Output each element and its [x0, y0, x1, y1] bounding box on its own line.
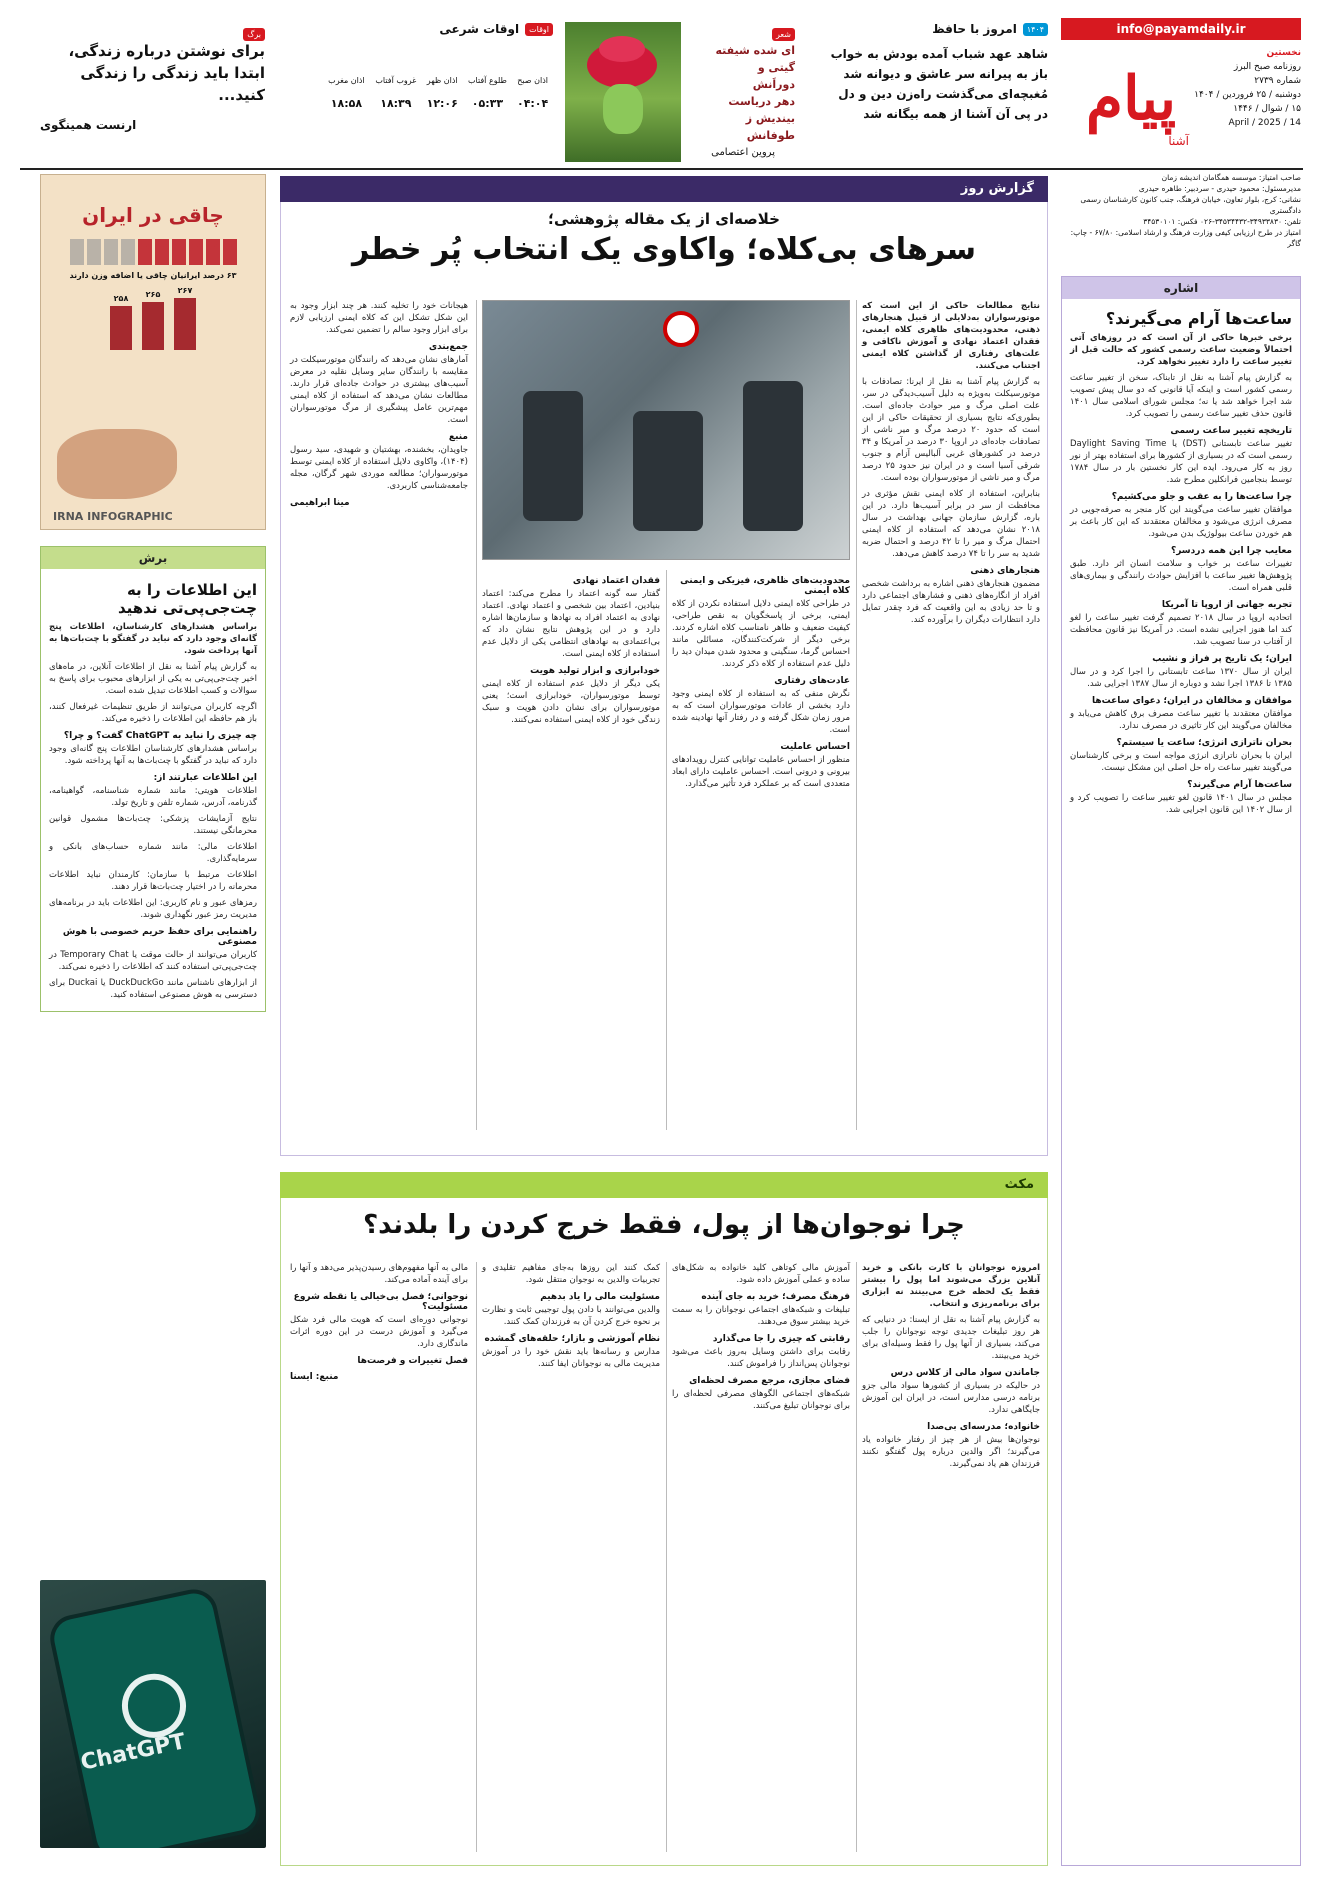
gozaresh-subhead: هنجارهای ذهنی: [970, 566, 1040, 576]
infographic-bars: [41, 286, 265, 350]
gozaresh-paragraph: گفتار سه گونه اعتماد را مطرح می‌کند: اعتماد بنیادین، اعتماد بین شخصی و اعتماد نهادی. اعتماد نهادی به اعتماد افراد به نهادها و سازمان‌ها اشاره دارد و در این پژوهش نتایج نشان داد که بی‌اعتمادی به نهادهای انتظامی یکی از دلایل عدم استفاده از کلاه ایمنی است.: [482, 589, 660, 659]
paper-description: روزنامه صبح البرز: [1233, 62, 1301, 72]
maksh-paragraph: مدارس و رسانه‌ها باید نقش خود را در آموزش مدیریت مالی به نوجوانان ایفا کنند.: [482, 1347, 660, 1369]
motorcycle-riders-photo: [482, 300, 850, 560]
gozaresh-col-4: [290, 300, 468, 508]
maksh-subhead: جاماندن سواد مالی از کلاس درس: [890, 1368, 1040, 1378]
prayer-badge: اوقات: [525, 23, 553, 36]
eshareh-paragraph: موافقان تغییر ساعت می‌گویند این کار منجر به صرفه‌جویی در مصرف انرژی می‌شود و مخالفان معتقدند که این کار باعث بر هم خوردن ساعت بیولوژیک بدن می‌شود.: [1070, 505, 1292, 539]
infographic-bar: ۲۵۸: [110, 306, 132, 350]
date-persian: دوشنبه / ۲۵ فروردین / ۱۴۰۴: [1194, 90, 1301, 100]
borsh-subhead: این اطلاعات عبارتند از:: [153, 773, 257, 783]
eshareh-title: ساعت‌ها آرام می‌گیرند؟: [1105, 309, 1292, 328]
prayer-times-box: [323, 22, 553, 162]
borsh-paragraph: نتایج آزمایشات پزشکی: چت‌بات‌ها مشمول قوانین محرمانگی نیستند.: [49, 814, 257, 836]
poem-box: [565, 22, 795, 162]
gozaresh-paragraph: جاویدان، بخشنده، بهشتیان و شهیدی، سید رسول (۱۴۰۴)، واکاوی دلایل استفاده از کلاه ایمنی توسط موتورسواران؛ مطالعه موردی شهر گرگان، مجله جامعه‌شناسی کاربردی.: [290, 445, 468, 491]
masthead: [1061, 18, 1301, 168]
maksh-col-2: [672, 1262, 850, 1416]
gozaresh-subhead: احساس عاملیت: [780, 742, 850, 752]
hafez-poem: [808, 44, 1048, 124]
publisher-line: امتیاز در طرح ارزیابی کیفی وزارت فرهنگ و ارشاد اسلامی: ۶۷/۸۰ - چاپ: گاگر: [1070, 228, 1301, 248]
borsh-header: برش: [41, 547, 265, 569]
eshareh-subhead: موافقان و مخالفان در ایران؛ دعوای ساعت‌ها: [1092, 696, 1292, 706]
email-link[interactable]: info@payamdaily.ir: [1061, 18, 1301, 40]
maksh-paragraph: مالی به آنها مفهوم‌های رسیدن‌پذیر می‌دهد و آنها را برای آینده آماده می‌کند.: [290, 1263, 468, 1285]
maksh-paragraph: رقابت برای داشتن وسایل به‌روز باعث می‌شود نوجوانان پس‌انداز را فراموش کنند.: [672, 1347, 850, 1369]
eshareh-paragraph: ایران با بحران ناترازی انرژی مواجه است و برخی کارشناسان می‌گویند تغییر ساعت راه حل اصلی این مشکل نیست.: [1070, 751, 1292, 773]
borsh-paragraph: اطلاعات مالی: مانند شماره حساب‌های بانکی و سرمایه‌گذاری.: [49, 842, 257, 864]
gozaresh-paragraph: هیجانات خود را تخلیه کنند. هر چند ابزار وجود به این شکل تشکل این که کلاه ایمنی ارزیابی لازم برای ابزار وجود سالم را تضمین نمی‌کند.: [290, 301, 468, 335]
issue-info: [1191, 46, 1301, 130]
gozaresh-headline: سرهای بی‌کلاه؛ واکاوی یک انتخاب پُر خطر: [352, 232, 976, 267]
publisher-info: [1061, 172, 1301, 249]
hafez-badge: ۱۴۰۴: [1023, 23, 1048, 36]
date-english: 14 / April / 2025: [1228, 118, 1301, 128]
maksh-paragraph: به گزارش پیام آشنا به نقل از ایسنا: در دنیایی که هر روز تبلیغات جدیدی توجه نوجوانان را جلب می‌کند، بسیاری از آنها پول را فقط وسیله‌ای برای خرید می‌بینند.: [862, 1315, 1040, 1361]
gozaresh-lead: نتایج مطالعات حاکی از این است که موتورسواران به‌دلایلی از قبیل هنجارهای ذهنی، محدودیت‌های ظاهری کلاه ایمنی، فقدان اعتماد نهادی و آموزش ناکافی و علت‌های رفتاری از گذاشتن کلاه ایمنی اجتناب می‌کنند.: [862, 301, 1040, 371]
poem-badge: شعر: [772, 28, 795, 41]
person-icon: [223, 239, 237, 265]
column-divider: [476, 1262, 477, 1852]
gozaresh-col-3: [482, 570, 660, 730]
prayer-time: ۱۸:۳۹: [380, 97, 412, 110]
poem-text: [687, 42, 795, 144]
maksh-paragraph: تبلیغات و شبکه‌های اجتماعی نوجوانان را به سمت خرید بیشتر سوق می‌دهند.: [672, 1305, 850, 1327]
maksh-paragraph: در حالیکه در بسیاری از کشورها سواد مالی جزو برنامه درسی مدارس است، در ایران این آموزش جایگاهی ندارد.: [862, 1381, 1040, 1415]
person-icon: [104, 239, 118, 265]
logo-subtitle: آشنا: [1168, 134, 1189, 148]
gozaresh-subhead: محدودیت‌های ظاهری، فیزیکی و ایمنی کلاه ایمنی: [680, 576, 850, 596]
borsh-column: [40, 546, 266, 1012]
gozaresh-paragraph: به گزارش پیام آشنا به نقل از ایرنا: تصادفات با موتورسیکلت به‌ویژه به دلیل آسیب‌دیدگی در سر، علت اصلی مرگ و میر حوادث جاده‌ای است. بطوری‌که نتایج بسیاری از تحقیقات حاکی از این است که حدود ۲۰ درصد مرگ و میر ناشی از تصادفات جاده‌ای در اروپا ۳۰ درصد در آمریکا و ۳۴ درصد در کشورهای غربی آلبالیس آزام و جنوب شرقی آسیا است و در ایران نیز حدود ۲۵ درصد مرگ و میر ناشی از موتورسواران بوده است.: [862, 377, 1041, 483]
column-divider: [856, 300, 857, 1130]
eshareh-subhead: معایب چرا این همه دردسر؟: [1170, 546, 1292, 556]
maksh-subhead: فضای مجازی، مرجع مصرف لحظه‌ای: [689, 1376, 850, 1386]
maksh-subhead: مسئولیت مالی را یاد بدهیم: [540, 1292, 660, 1302]
borsh-paragraph: از ابزارهای ناشناس مانند DuckDuckGo یا Duckai برای دسترسی به هوش مصنوعی استفاده کنید.: [49, 978, 258, 1000]
eshareh-paragraph: به گزارش پیام آشنا به نقل از تابناک، سخن از تغییر ساعت رسمی کشور است و اینکه آیا قانونی که دو سال پیش تصویب شد اجرا خواهد شد یا نه؛ مجلس شورای اسلامی سال ۱۴۰۱ قانون حذف تغییر ساعت رسمی را تصویب کرد.: [1070, 373, 1292, 419]
hafez-box: [808, 22, 1048, 162]
first-line-label: نخستین: [1266, 48, 1301, 58]
eshareh-paragraph: تغییر ساعت تابستانی (DST) یا Daylight Saving Time رسمی است که در بسیاری از کشورها برای استفاده بهتر از نور روز به کار می‌رود. ایده این کار نخستین بار در سال ۱۷۸۴ توسط بنجامین فرانکلین مطرح شد.: [1070, 439, 1292, 485]
quote: [40, 40, 265, 136]
eshareh-paragraph: مجلس در سال ۱۴۰۱ قانون لغو تغییر ساعت را تصویب کرد و از سال ۱۴۰۲ این قانون اجرایی شد.: [1070, 793, 1293, 815]
maksh-paragraph: والدین می‌توانند با دادن پول توجیبی ثابت و نظارت بر نحوه خرج کردن آن به فرزندان کمک کنند.: [482, 1305, 660, 1327]
maksh-headline: چرا نوجوان‌ها از پول، فقط خرج کردن را بلدند؟: [363, 1210, 965, 1240]
maksh-heading: [290, 1210, 1038, 1240]
maksh-paragraph: نوجوانی دوره‌ای است که هویت مالی فرد شکل می‌گیرد و آموزش درست در این دوره اثرات ماندگاری دارد.: [290, 1315, 468, 1349]
people-icons: [41, 239, 265, 265]
person-icon: [70, 239, 84, 265]
poem-line: دوراَنش: [752, 78, 795, 91]
gozaresh-paragraph: منظور از احساس عاملیت توانایی کنترل رویدادهای بیرونی و درونی است. احساس عاملیت دارای ابعاد متعددی است که بر عملکرد فرد تأثیر می‌گذارد.: [672, 755, 850, 789]
prayer-title: اوقات شرعی: [439, 22, 520, 36]
maksh-paragraph: شبکه‌های اجتماعی الگوهای مصرفی لحظه‌ای را برای نوجوانان تبلیغ می‌کنند.: [672, 1389, 850, 1411]
prayer-time: ۱۲:۰۶: [426, 97, 458, 110]
column-divider: [666, 1262, 667, 1852]
gozaresh-paragraph: بنابراین، استفاده از کلاه ایمنی نقش مؤثری در محافظت از سر در برابر آسیب‌ها دارد. در این باره، گزارش سازمان جهانی بهداشت در سال ۲۰۱۸ نشان می‌دهد که استفاده از کلاه ایمنی احتمال مرگ و میر را تا ۴۲ درصد و احتمال ضربه شدید به سر را تا ۷۴ درصد کاهش می‌دهد.: [862, 489, 1040, 559]
chatgpt-phone-image: [40, 1580, 266, 1848]
poem-line: باز به پیرانه سر عاشق و دیوانه شد: [843, 67, 1048, 81]
newspaper-logo: پیام: [1085, 64, 1177, 134]
eshareh-header: اشاره: [1062, 277, 1300, 299]
maksh-subhead: فصل تغییرات و فرصت‌ها: [357, 1356, 468, 1366]
poem-line: ای شده شیفته گیتی و: [715, 44, 795, 74]
prayer-label: اذان مغرب: [328, 76, 365, 85]
publisher-line: نشانی: کرج، بلوار تعاون، خیابان فرهنگ، جنب کانون کارشناسان رسمی دادگستری: [1080, 195, 1301, 215]
person-icon: [189, 239, 203, 265]
eshareh-paragraph: موافقان معتقدند با تغییر ساعت مصرف برق کاهش می‌یابد و مخالفان می‌گویند این کار تاثیری در مصرف ندارد.: [1070, 709, 1292, 731]
gozaresh-paragraph: نگرش منفی که به استفاده از کلاه ایمنی وجود دارد بخشی از عادات موتورسواران است که به مرور زمان شکل گرفته و در رفتار آنها نهادینه شده است.: [672, 689, 850, 735]
obesity-infographic: [40, 174, 266, 530]
quote-author: ارنست همینگوی: [40, 118, 137, 132]
maksh-col-3: [482, 1262, 660, 1374]
eshareh-lead: برخی خبرها حاکی از آن است که در روزهای آتی احتمالاً وضعیت ساعت رسمی کشور که حالت قبل از تغییر ساعت را دارد تغییر نخواهد کرد.: [1070, 333, 1292, 367]
quote-text: برای نوشتن درباره زندگی، ابتدا باید زندگی را زندگی کنید...: [68, 42, 265, 104]
borsh-paragraph: کاربران می‌توانند از حالت موقت یا Temporary Chat در چت‌جی‌پی‌تی استفاده کنند که اطلاعات را ذخیره نمی‌کند.: [49, 950, 257, 972]
maksh-subhead: نوجوانی؛ فصل بی‌خیالی یا نقطه شروع مسئولیت؟: [293, 1292, 468, 1312]
header-rule: [20, 168, 1303, 170]
iran-map: [57, 429, 177, 499]
poem-line: طوفانش: [746, 129, 795, 142]
person-icon: [138, 239, 152, 265]
gozaresh-subhead: منبع: [448, 432, 468, 442]
column-divider: [476, 300, 477, 1130]
quote-badge: برگ: [243, 28, 265, 41]
prayer-time: ۱۸:۵۸: [330, 97, 363, 110]
gozaresh-byline: مینا ابراهیمی: [290, 498, 350, 508]
borsh-paragraph: اطلاعات هویتی: مانند شماره شناسنامه، گواهینامه، گذرنامه، آدرس، شماره تلفن و تاریخ تولد.: [49, 786, 257, 808]
gozaresh-paragraph: مضمون هنجارهای ذهنی اشاره به برداشت شخصی افراد از انگاره‌های ذهنی و فشارهای اجتماعی دارد و تا حد زیادی به این واقعیت که فرد چقدر تمایل دارد انتظارات دیگران را برآورده کند.: [862, 579, 1040, 625]
eshareh-column: [1061, 276, 1301, 1866]
gozaresh-paragraph: یکی دیگر از دلایل عدم استفاده از کلاه ایمنی توسط موتورسواران، خودابرازی است؛ یعنی موتورسواران برای نشان دادن هویت و سبک زندگی خود از کلاه ایمنی استفاده نمی‌کنند.: [482, 679, 660, 725]
chatgpt-wordmark: ChatGPT: [78, 1729, 188, 1776]
poem-line: در پی آن آشنا از همه بیگانه شد: [863, 107, 1048, 121]
maksh-header: مکث: [280, 1172, 1048, 1198]
prayer-label: اذان صبح: [517, 76, 549, 85]
gozaresh-col-2: [672, 570, 850, 794]
prayer-time: ۰۵:۳۳: [471, 97, 504, 110]
gozaresh-paragraph: در طراحی کلاه ایمنی دلایل استفاده نکردن از کلاه ایمنی، برخی از پاسخگویان به نقص طراحی، کیفیت ضعیف و ظاهر نامناسب کلاه اشاره کردند. برخی دیگر از شرکت‌کنندگان، مسائلی مانند احساس گرما، سنگینی و محدود شدن میدان دید را دلیل عدم استفاده از کلاه ذکر کردند.: [672, 599, 850, 669]
publisher-line: صاحب امتیاز: موسسه همگامان اندیشه زمان: [1161, 173, 1301, 182]
prayer-table: [323, 70, 553, 116]
maksh-subhead: فرهنگ مصرف؛ خرید به جای آینده: [701, 1292, 850, 1302]
maksh-subhead: خانواده؛ مدرسه‌ای بی‌صدا: [927, 1422, 1040, 1432]
gozaresh-paragraph: آمارهای نشان می‌دهد که رانندگان موتورسیکلت در مقایسه با رانندگان سایر وسایل نقلیه در معرض آسیب‌های بیشتری در حوادث جاده‌ای قرار دارند. مطالعات نشان می‌دهد که استفاده از کلاه ایمنی مهم‌ترین عامل پیشگیری از مرگ موتورسواران است.: [290, 355, 468, 425]
eshareh-subhead: تاریخچه تغییر ساعت رسمی: [1170, 426, 1292, 436]
maksh-byline: منبع: ایسنا: [290, 1372, 339, 1382]
gozaresh-heading: [290, 210, 1038, 267]
eshareh-subhead: ایران؛ یک تاریخ پر فراز و نشیب: [1152, 654, 1292, 664]
eshareh-subhead: چرا ساعت‌ها را به عقب و جلو می‌کشیم؟: [1111, 492, 1292, 502]
gozaresh-subhead: عادت‌های رفتاری: [774, 676, 850, 686]
issue-number: شماره ۲۷۳۹: [1254, 76, 1301, 86]
infographic-title: چاقی در ایران: [82, 203, 224, 227]
publisher-line: مدیرمسئول: محمود حیدری - سردبیر: طاهره حیدری: [1138, 184, 1301, 193]
gozaresh-subhead: خودابرازی و ابزار تولید هویت: [530, 666, 660, 676]
borsh-paragraph: اگرچه کاربران می‌توانند از طریق تنظیمات غیرفعال کنند، باز هم حافظه این اطلاعات را ذخیره می‌کند.: [49, 702, 257, 724]
column-divider: [666, 570, 667, 1130]
infographic-stat: ۶۳ درصد ایرانیان چاقی یا اضافه وزن دارند: [69, 271, 237, 280]
maksh-subhead: رقابتی که چیزی را جا می‌گذارد: [712, 1334, 850, 1344]
eshareh-subhead: بحران ناترازی انرژی؛ ساعت یا سیستم؟: [1116, 738, 1292, 748]
publisher-line: تلفن: ۳۴۹۳۳۸۳۰-۳۴۵۳۴۴۳۲-۰۲۶ فکس: ۳۴۵۳۰۱۰۱: [1143, 217, 1301, 226]
eshareh-subhead: ساعت‌ها آرام می‌گیرند؟: [1187, 780, 1292, 790]
infographic-bar: ۲۶۵: [142, 302, 164, 350]
person-icon: [155, 239, 169, 265]
borsh-title: این اطلاعات را به چت‌جی‌پی‌تی ندهید: [118, 581, 257, 617]
borsh-subhead: چه چیزی را نباید به ChatGPT گفت؟ و چرا؟: [63, 731, 257, 741]
quote-box: [40, 22, 265, 41]
eshareh-paragraph: اتحادیه اروپا در سال ۲۰۱۸ تصمیم گرفت تغییر ساعت را لغو کند اما هنوز اجرایی نشده است. در آمریکا نیز قانون محافظت از آفتاب در سنا تصویب شد.: [1070, 613, 1293, 647]
column-divider: [856, 1262, 857, 1852]
maksh-paragraph: آموزش مالی کوتاهی کلید خانواده به شکل‌های ساده و عملی آموزش داده شود.: [672, 1263, 850, 1285]
irna-logo: IRNA INFOGRAPHIC: [53, 510, 173, 523]
person-icon: [121, 239, 135, 265]
borsh-paragraph: براساس هشدارهای کارشناسان اطلاعات پنج گانه‌ای وجود دارد که نباید در گفتگو با چت‌بات‌ها به آنها پرداخته شود.: [49, 744, 257, 766]
borsh-paragraph: به گزارش پیام آشنا به نقل از اطلاعات آنلاین، در ماه‌های اخیر چت‌جی‌پی‌تی به یکی از ابزارهای محبوب برای پاسخ به سوالات و کسب اطلاعات تبدیل شده است.: [49, 662, 257, 696]
prayer-time: ۰۴:۰۴: [516, 97, 549, 110]
person-icon: [172, 239, 186, 265]
maksh-paragraph: کمک کنند این روزها به‌جای مفاهیم تقلیدی و تجربیات والدین به نوجوان منتقل شود.: [482, 1263, 660, 1285]
maksh-col-1: [862, 1262, 1040, 1474]
gozaresh-kicker: خلاصه‌ای از یک مقاله پژوهشی؛: [548, 210, 780, 228]
borsh-paragraph: رمزهای عبور و نام کاربری: این اطلاعات باید در برنامه‌های مدیریت رمز عبور نگهداری شوند.: [49, 898, 257, 920]
eshareh-subhead: تجربه جهانی از اروپا تا آمریکا: [1161, 600, 1292, 610]
gozaresh-subhead: جمع‌بندی: [428, 342, 468, 352]
gozaresh-header: گزارش روز: [280, 176, 1048, 202]
hafez-title: امروز با حافظ: [932, 22, 1017, 36]
poem-line: دهر دریاست بیندیش ز: [728, 95, 795, 125]
maksh-col-4: [290, 1262, 468, 1382]
maksh-paragraph: نوجوان‌ها بیش از هر چیز از رفتار خانواده یاد می‌گیرند؛ اگر والدین درباره پول گفتگو نکنند فرزندان هم یاد نمی‌گیرند.: [862, 1435, 1040, 1469]
date-arabic: ۱۵ / شوال / ۱۴۴۶: [1233, 104, 1301, 114]
flower-image: [565, 22, 681, 162]
borsh-lead: براساس هشدارهای کارشناسان، اطلاعات پنج گانه‌ای وجود دارد که نباید در گفتگو با چت‌بات‌ها به آنها پرداخت شود.: [49, 622, 257, 656]
prayer-label: اذان ظهر: [426, 76, 458, 85]
maksh-lead: امروزه نوجوانان با کارت بانکی و خرید آنلاین بزرگ می‌شوند اما پول را بیشتر فقط یک لحظه خرج می‌بینند نه ابزاری برای برنامه‌ریزی و انتخاب.: [862, 1263, 1040, 1309]
borsh-paragraph: اطلاعات مرتبط با سازمان: کارمندان نباید اطلاعات محرمانه را در اختیار چت‌بات‌ها قرار دهند.: [49, 870, 257, 892]
person-icon: [206, 239, 220, 265]
person-icon: [87, 239, 101, 265]
poet-name: پروین اعتصامی: [711, 147, 775, 158]
prayer-label: طلوع آفتاب: [467, 76, 507, 85]
eshareh-paragraph: تغییرات ساعت بر خواب و سلامت انسان اثر دارد. طبق پژوهش‌ها تغییر ساعت با افزایش حوادث رانندگی و بیماری‌های قلبی همراه است.: [1070, 559, 1292, 593]
poem-line: مُغبچه‌ای می‌گذشت راه‌زن دین و دل: [838, 87, 1048, 101]
maksh-subhead: نظام آموزشی و بازار؛ حلقه‌های گمشده: [484, 1334, 660, 1344]
prayer-label: غروب آفتاب: [375, 76, 417, 85]
gozaresh-subhead: فقدان اعتماد نهادی: [572, 576, 660, 586]
infographic-bar: ۲۶۷: [174, 298, 196, 350]
borsh-subhead: راهنمایی برای حفظ حریم خصوصی با هوش مصنوعی: [62, 927, 257, 947]
no-entry-sign-icon: [663, 311, 699, 347]
eshareh-paragraph: ایران از سال ۱۳۷۰ ساعت تابستانی را اجرا کرد و در سال ۱۳۸۵ تا ۱۳۸۶ اجرا نشد و دوباره از سال ۱۳۸۷ اجرایی شد.: [1070, 667, 1293, 689]
poem-line: شاهد عهد شباب آمده بودش به خواب: [830, 47, 1048, 61]
gozaresh-col-1: [862, 300, 1040, 630]
